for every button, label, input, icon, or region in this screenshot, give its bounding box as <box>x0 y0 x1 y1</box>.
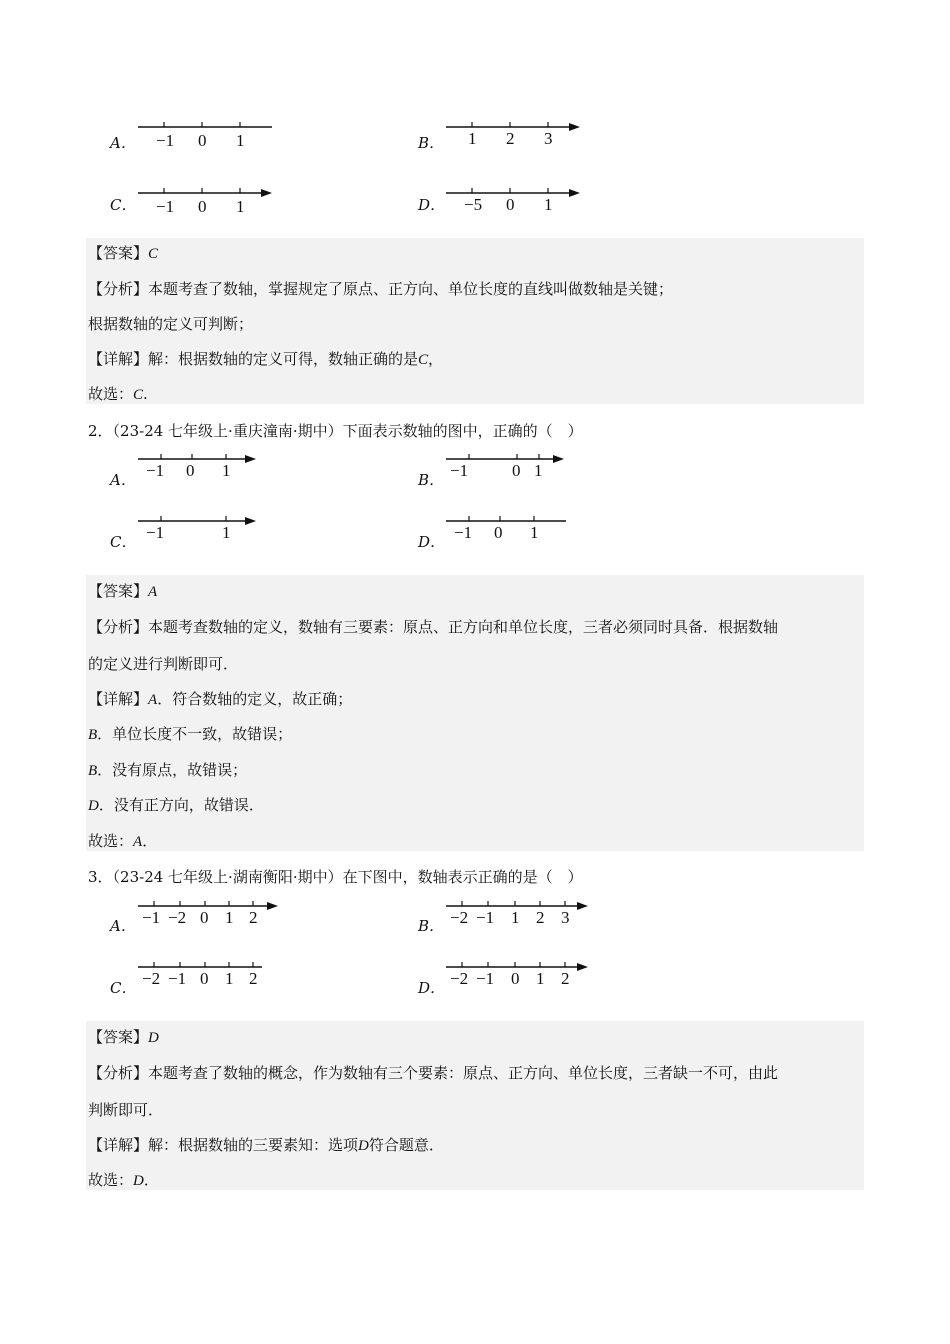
svg-text:1: 1 <box>236 197 245 216</box>
option-d-label: D． <box>418 533 446 551</box>
svg-text:1: 1 <box>468 129 477 148</box>
svg-text:−1: −1 <box>450 461 469 480</box>
svg-text:1: 1 <box>534 461 543 480</box>
detail-extra-line: B．单位长度不一致，故错误； <box>88 725 293 743</box>
number-line-c <box>136 958 286 990</box>
number-line-b <box>444 897 594 929</box>
option-b-label: B． <box>418 917 445 935</box>
svg-text:0: 0 <box>186 461 195 480</box>
svg-text:−2: −2 <box>168 908 187 927</box>
number-line-d <box>444 958 594 990</box>
number-line-c <box>136 512 276 544</box>
svg-text:−1: −1 <box>142 908 161 927</box>
tick-label: −1 <box>156 131 175 150</box>
option-a-label: A． <box>110 471 136 489</box>
svg-text:0: 0 <box>511 969 520 988</box>
svg-text:−2: −2 <box>450 969 469 988</box>
analysis-line-2: 判断即可． <box>88 1101 164 1119</box>
answer-line: 【答案】C <box>88 244 159 262</box>
question-2: 2．（23-24 七年级上·重庆潼南·期中）下面表示数轴的图中，正确的（ ） <box>88 422 583 440</box>
conclusion-line: 故选：A． <box>88 832 158 850</box>
number-line-a <box>136 450 276 482</box>
number-line-c <box>136 184 276 216</box>
number-line-d <box>444 184 584 216</box>
svg-text:1: 1 <box>222 523 231 542</box>
option-c-label: C． <box>110 196 137 214</box>
option-a-label: A． <box>110 134 136 152</box>
analysis-line: 【分析】本题考查了数轴，掌握规定了原点、正方向、单位长度的直线叫做数轴是关键； <box>88 280 674 298</box>
option-d-label: D． <box>418 979 446 997</box>
svg-text:2: 2 <box>561 969 570 988</box>
detail-extra-line: D．没有正方向，故错误． <box>88 796 264 814</box>
svg-text:0: 0 <box>512 461 521 480</box>
svg-text:0: 0 <box>198 197 207 216</box>
option-a-label: A． <box>110 917 136 935</box>
svg-text:−1: −1 <box>156 197 175 216</box>
svg-text:1: 1 <box>225 908 234 927</box>
tick-label: 0 <box>198 131 207 150</box>
svg-text:3: 3 <box>561 908 570 927</box>
svg-text:−1: −1 <box>146 523 165 542</box>
detail-line: 【详解】解：根据数轴的定义可得，数轴正确的是C， <box>88 350 444 368</box>
arrow-head <box>569 123 580 131</box>
analysis-line: 【分析】本题考查了数轴的概念，作为数轴有三个要素：原点、正方向、单位长度，三者缺一不可，由此 <box>88 1064 779 1082</box>
svg-text:2: 2 <box>506 129 515 148</box>
question-3: 3．（23-24 七年级上·湖南衡阳·期中）在下图中，数轴表示正确的是（ ） <box>88 868 583 886</box>
conclusion-line: 故选：C. <box>88 385 148 403</box>
svg-text:1: 1 <box>536 969 545 988</box>
conclusion-line: 故选：D． <box>88 1171 159 1189</box>
answer-line: 【答案】D <box>88 1028 159 1046</box>
detail-line: 【详解】解：根据数轴的三要素知：选项D符合题意． <box>88 1136 444 1154</box>
option-c-label: C． <box>110 533 137 551</box>
svg-text:−2: −2 <box>142 969 161 988</box>
analysis-line-2: 的定义进行判断即可． <box>88 655 239 673</box>
solution-box-3 <box>86 1021 864 1190</box>
option-b-label: B． <box>418 471 445 489</box>
svg-text:−1: −1 <box>168 969 187 988</box>
svg-text:2: 2 <box>536 908 545 927</box>
number-line-b <box>444 450 584 482</box>
svg-text:−1: −1 <box>476 969 495 988</box>
svg-text:−2: −2 <box>450 908 469 927</box>
svg-text:3: 3 <box>544 129 553 148</box>
svg-text:1: 1 <box>225 969 234 988</box>
number-line-b <box>444 118 584 150</box>
solution-box-1 <box>86 238 864 404</box>
svg-text:1: 1 <box>544 195 553 214</box>
svg-text:0: 0 <box>506 195 515 214</box>
svg-text:−5: −5 <box>464 195 483 214</box>
number-line-a <box>136 118 276 150</box>
analysis-line-2: 根据数轴的定义可判断； <box>88 315 254 333</box>
svg-text:−1: −1 <box>476 908 495 927</box>
svg-text:2: 2 <box>249 908 258 927</box>
svg-text:1: 1 <box>511 908 520 927</box>
tick-label: 1 <box>236 131 245 150</box>
option-d-label: D． <box>418 196 446 214</box>
answer-line: 【答案】A <box>88 582 158 600</box>
svg-text:1: 1 <box>530 523 539 542</box>
svg-text:1: 1 <box>222 461 231 480</box>
svg-text:0: 0 <box>200 969 209 988</box>
svg-text:−1: −1 <box>146 461 165 480</box>
svg-text:0: 0 <box>494 523 503 542</box>
number-line-d <box>444 512 584 544</box>
detail-extra-line: B．没有原点，故错误； <box>88 761 248 779</box>
number-line-a <box>136 897 286 929</box>
option-c-label: C． <box>110 979 137 997</box>
analysis-line: 【分析】本题考查数轴的定义，数轴有三要素：原点、正方向和单位长度，三者必须同时具备．根据数轴 <box>88 618 779 636</box>
svg-text:−1: −1 <box>454 523 473 542</box>
svg-text:2: 2 <box>249 969 258 988</box>
option-b-label: B． <box>418 134 445 152</box>
solution-box-2 <box>86 575 864 851</box>
svg-text:0: 0 <box>200 908 209 927</box>
detail-line: 【详解】A．符合数轴的定义，故正确； <box>88 690 353 708</box>
